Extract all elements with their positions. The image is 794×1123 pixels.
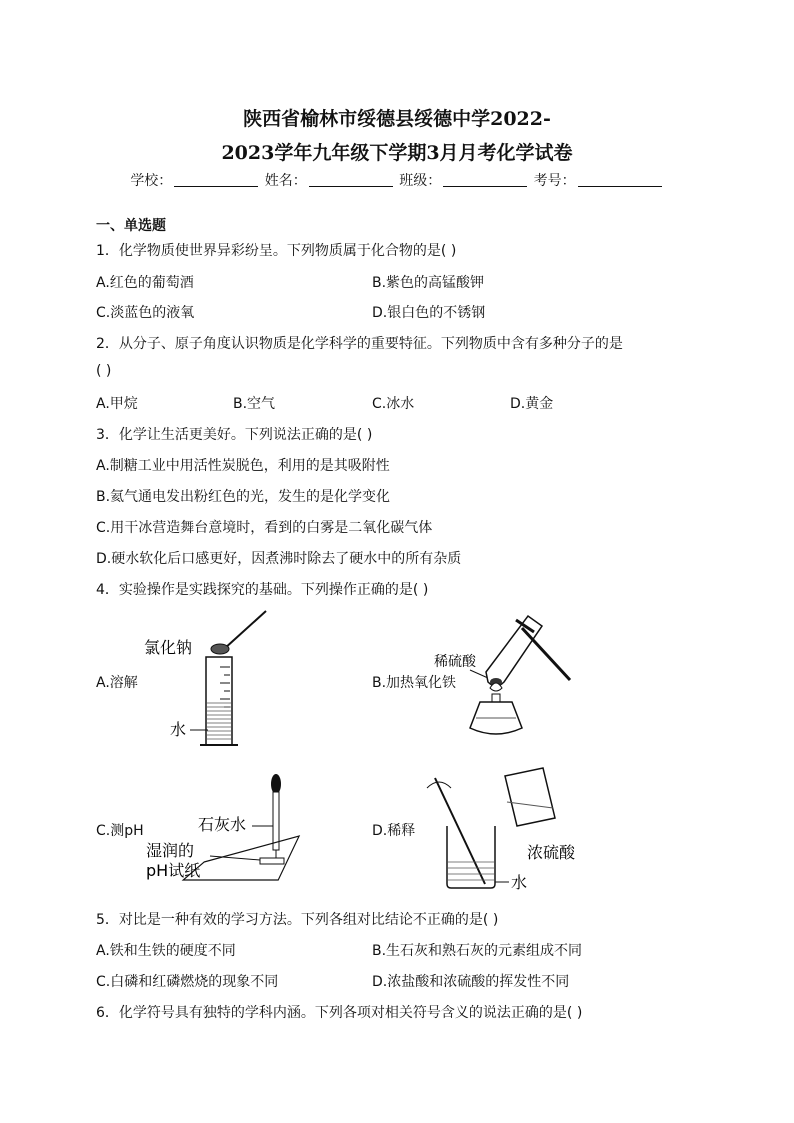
exam-title-line2: 2023学年九年级下学期3月月考化学试卷 [221,142,573,164]
student-info-row [0,170,794,190]
fig-d-water-label: 水 [511,873,528,892]
figure-b-heating [430,610,590,750]
fig-b-reagent-label: 稀硫酸 [434,654,476,670]
q3-option-d: D.硬水软化后口感更好，因煮沸时除去了硬水中的所有杂质 [96,551,462,567]
q1-option-a: A.红色的葡萄酒 [96,275,194,291]
class-blank [443,172,527,187]
ph-paper [260,858,284,864]
q2-option-c: C.冰水 [372,396,415,412]
q2-stem: 2．从分子、原子角度认识物质是化学科学的重要特征。下列物质中含有多种分子的是 [96,336,623,352]
spoon-bowl [211,644,229,654]
figure-a-dissolve [140,605,280,750]
q1-option-c: C.淡蓝色的液氧 [96,305,195,321]
fig-b-pointer [470,670,488,678]
q5-option-d: D.浓盐酸和浓硫酸的挥发性不同 [372,974,570,990]
q2-option-d: D.黄金 [510,396,554,412]
fig-c-paper-label-1: 湿润的 [146,841,195,860]
graduated-cylinder [206,657,232,745]
q1-stem: 1．化学物质使世界异彩纷呈。下列物质属于化合物的是( ) [96,243,457,259]
q3-option-b: B.氦气通电发出粉红色的光，发生的是化学变化 [96,489,391,505]
q2-option-b: B.空气 [233,396,276,412]
q3-option-c: C.用干冰营造舞台意境时，看到的白雾是二氧化碳气体 [96,520,433,536]
dropper-bulb [271,774,281,794]
school-label: 学校： [130,173,173,189]
cylinder-water [207,703,231,739]
name-label: 姓名： [264,173,307,189]
exam-number-label: 考号： [533,173,576,189]
school-blank [174,172,258,187]
figure-d-dilution [425,766,605,896]
section-heading: 一、单选题 [96,218,166,234]
q1-option-b: B.紫色的高锰酸钾 [372,275,485,291]
spoon-handle [224,611,266,649]
q6-stem: 6．化学符号具有独特的学科内涵。下列各项对相关符号含义的说法正确的是( ) [96,1005,583,1021]
fig-c-reagent-label: 石灰水 [198,815,247,834]
q4-option-d: D.稀释 [372,823,416,839]
exam-title-line1: 陕西省榆林市绥德县绥德中学2022- [243,108,551,130]
q1-option-d: D.银白色的不锈钢 [372,305,486,321]
exam-number-blank [578,172,662,187]
q4-option-a: A.溶解 [96,675,138,691]
beaker-water [448,862,494,880]
test-tube-clamp [522,628,570,680]
q4-option-b: B.加热氧化铁 [372,675,457,691]
fig-d-acid-label: 浓硫酸 [527,843,576,862]
test-tube [486,616,542,686]
q5-option-a: A.铁和生铁的硬度不同 [96,943,236,959]
q3-option-a: A.制糖工业中用活性炭脱色，利用的是其吸附性 [96,458,390,474]
beaker [447,826,495,888]
q2-stem-cont: ( ) [96,363,112,379]
lamp-wick-holder [492,694,500,702]
q5-option-c: C.白磷和红磷燃烧的现象不同 [96,974,279,990]
q5-option-b: B.生石灰和熟石灰的元素组成不同 [372,943,583,959]
q3-stem: 3．化学让生活更美好。下列说法正确的是( ) [96,427,373,443]
figure-c-ph-test [140,770,310,890]
fig-a-water-label: 水 [170,720,187,739]
fig-c-paper-label-2: pH试纸 [146,861,201,880]
q2-option-a: A.甲烷 [96,396,138,412]
pouring-beaker [505,768,555,826]
q4-option-c: C.测pH [96,823,144,839]
class-label: 班级： [399,173,442,189]
cylinder-scale [220,667,230,707]
fig-a-reagent-label: 氯化钠 [144,638,193,657]
q4-stem: 4．实验操作是实践探究的基础。下列操作正确的是( ) [96,582,429,598]
q5-stem: 5．对比是一种有效的学习方法。下列各组对比结论不正确的是( ) [96,912,499,928]
name-blank [309,172,393,187]
